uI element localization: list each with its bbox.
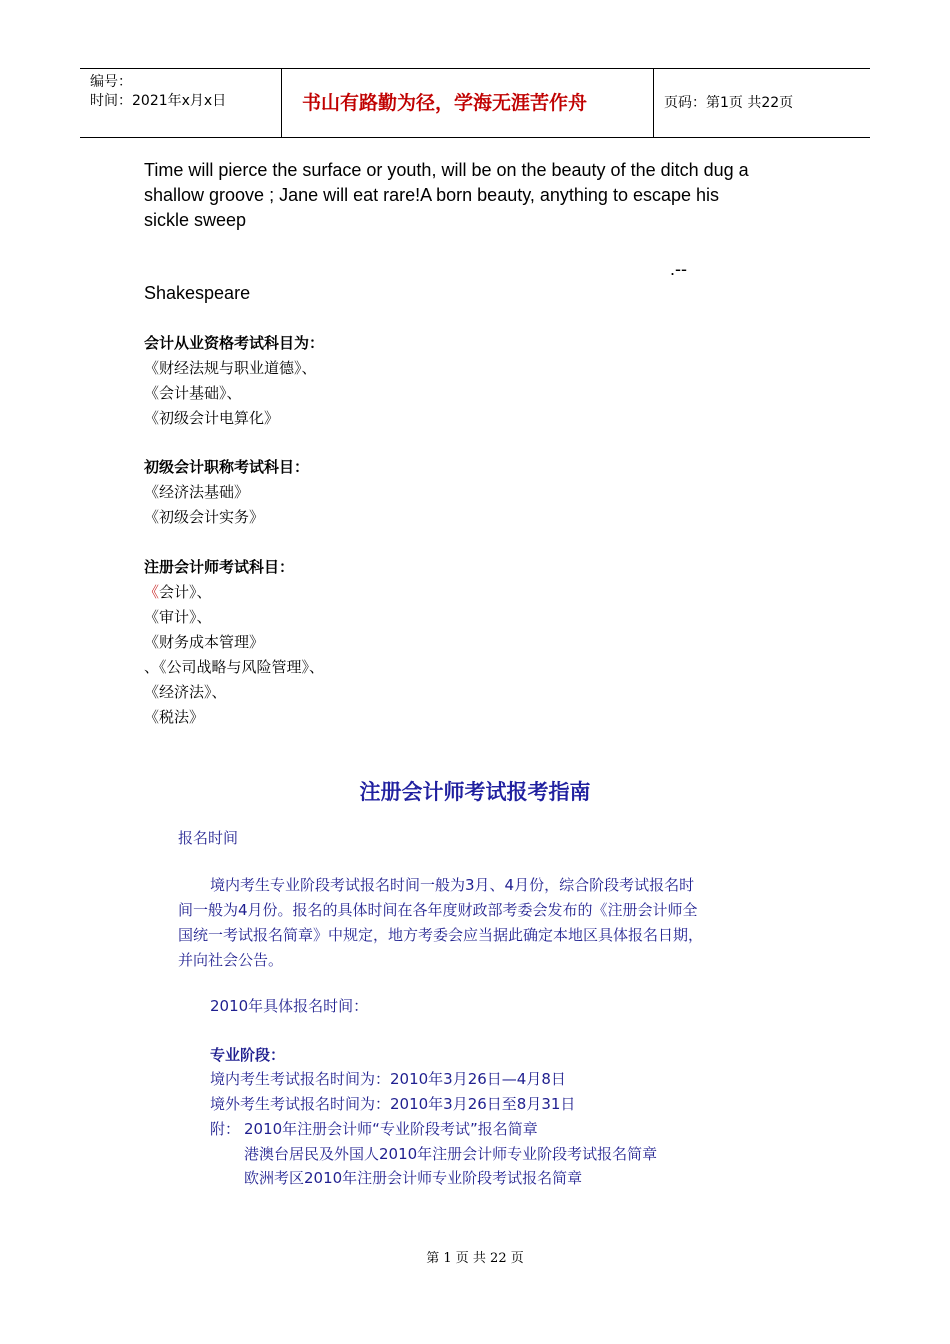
cpa-item: 《审计》、 — [144, 608, 212, 626]
cpa-heading: 注册会计师考试科目： — [144, 558, 295, 576]
accounting-item: 《会计基础》、 — [144, 384, 242, 402]
junior-item: 《初级会计实务》 — [144, 508, 265, 526]
guide-paragraph-line: 间一般为4月份。报名的具体时间在各年度财政部考委会发布的《注册会计师全 — [178, 901, 698, 919]
guide-paragraph-line: 国统一考试报名简章》中规定，地方考委会应当据此确定本地区具体报名日期， — [178, 926, 704, 944]
quote-dash: .-- — [670, 259, 687, 279]
attach-link-2[interactable]: 港澳台居民及外国人2010年注册会计师专业阶段考试报名简章 — [244, 1145, 658, 1163]
header-left-cell — [80, 69, 281, 137]
footer-page-number: 第 1 页 共 22 页 — [426, 1251, 524, 1266]
header-page-info: 页码：第1页 共22页 — [664, 95, 794, 111]
year-label: 2010年具体报名时间： — [210, 997, 369, 1015]
cpa-item-bracket: 《 — [144, 583, 160, 601]
overseas-time: 境外考生考试报名时间为：2010年3月26日至8月31日 — [210, 1095, 576, 1113]
attach-link-1[interactable]: 2010年注册会计师“专业阶段考试”报名简章 — [244, 1120, 538, 1138]
quote-line-3: sickle sweep — [144, 210, 247, 230]
header-motto: 书山有路勤为径，学海无涯苦作舟 — [281, 69, 654, 137]
cpa-item: 《财务成本管理》 — [144, 633, 265, 651]
domestic-time: 境内考生考试报名时间为：2010年3月26日—4月8日 — [210, 1070, 566, 1088]
header-table — [80, 68, 870, 138]
cpa-item: 《经济法》、 — [144, 683, 227, 701]
junior-item: 《经济法基础》 — [144, 483, 250, 501]
junior-heading: 初级会计职称考试科目： — [144, 458, 310, 476]
guide-paragraph-line: 境内考生专业阶段考试报名时间一般为3月、4月份，综合阶段考试报名时 — [210, 876, 695, 894]
reg-time-label: 报名时间 — [178, 829, 239, 847]
guide-paragraph-line: 并向社会公告。 — [178, 951, 284, 969]
attach-prefix: 附： — [210, 1120, 241, 1138]
accounting-item: 《初级会计电算化》 — [144, 409, 280, 427]
cpa-item-text: 会计》、 — [159, 583, 212, 601]
cpa-item: 、《公司战略与风险管理》、 — [144, 658, 325, 676]
quote-author: Shakespeare — [144, 283, 251, 303]
serial-label: 编号： — [90, 74, 132, 90]
attach-link-3[interactable]: 欧洲考区2010年注册会计师专业阶段考试报名简章 — [244, 1169, 583, 1187]
time-label: 时间：2021年x月x日 — [90, 93, 227, 109]
cpa-item: 《税法》 — [144, 708, 205, 726]
cpa-item — [144, 580, 212, 605]
guide-title: 注册会计师考试报考指南 — [359, 780, 591, 804]
quote-line-1: Time will pierce the surface or youth, will be on the beauty of the ditch dug a — [144, 160, 749, 180]
accounting-item: 《财经法规与职业道德》、 — [144, 359, 317, 377]
stage-label: 专业阶段： — [210, 1046, 286, 1064]
accounting-heading: 会计从业资格考试科目为： — [144, 334, 325, 352]
quote-line-2: shallow groove ; Jane will eat rare!A born beauty, anything to escape his — [144, 185, 720, 205]
